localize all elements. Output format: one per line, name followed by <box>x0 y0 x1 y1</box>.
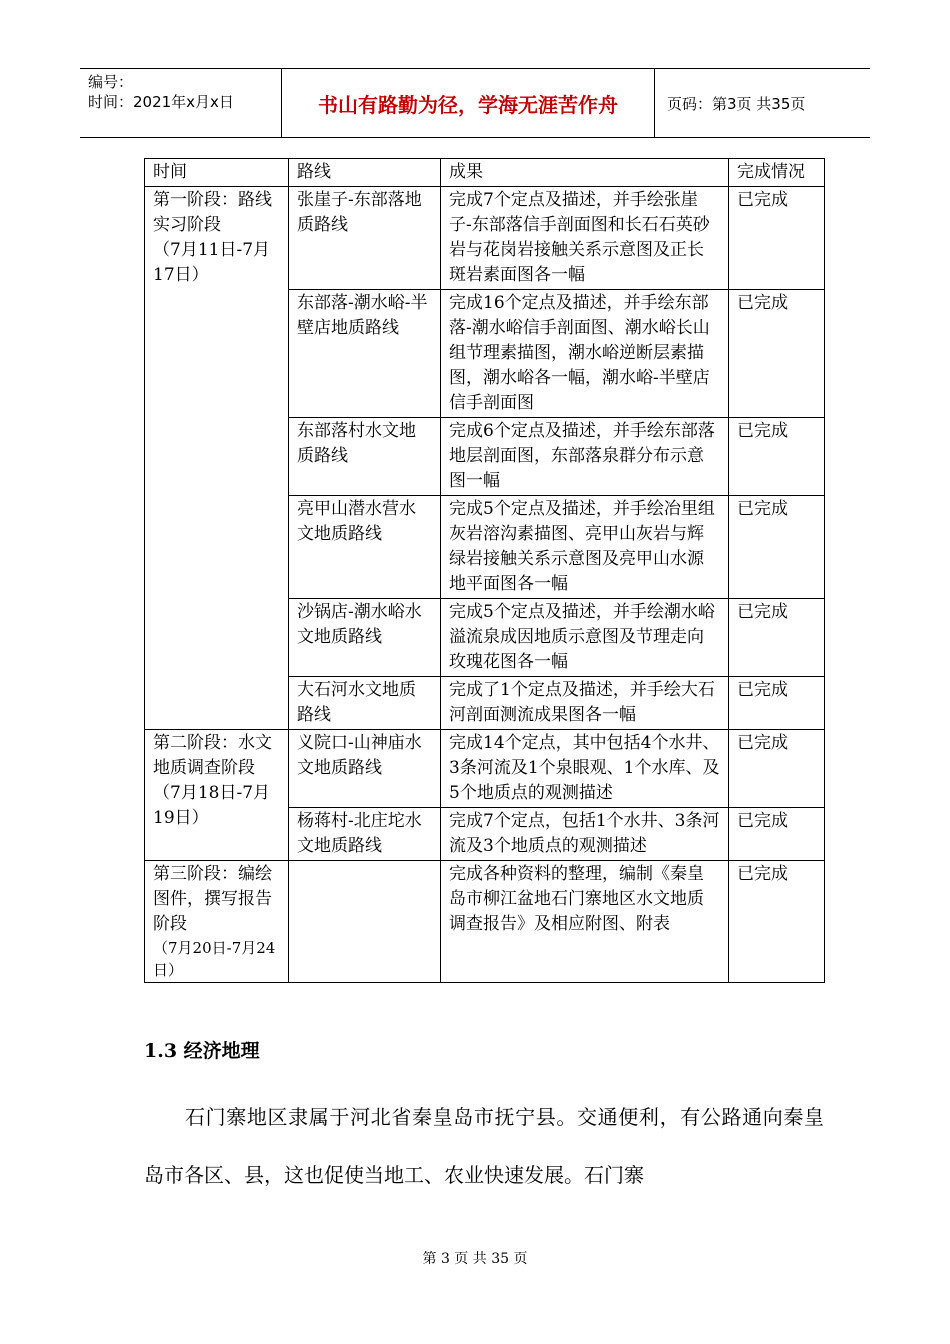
header-meta <box>80 69 282 137</box>
route-cell: 大石河水文地质路线 <box>289 677 441 730</box>
document-number-label: 编号： <box>88 73 134 91</box>
table-row <box>145 861 825 983</box>
page-footer: 第 3 页 共 35 页 <box>422 1251 528 1267</box>
result-cell: 完成6个定点及描述，并手绘东部落地层剖面图，东部落泉群分布示意图一幅 <box>441 418 729 496</box>
page-header <box>80 68 870 138</box>
status-cell: 已完成 <box>729 418 825 496</box>
result-cell: 完成5个定点及描述，并手绘潮水峪溢流泉成因地质示意图及节理走向玫瑰花图各一幅 <box>441 599 729 677</box>
status-cell: 已完成 <box>729 290 825 418</box>
header-motto: 书山有路勤为径，学海无涯苦作舟 <box>282 69 655 137</box>
status-cell: 已完成 <box>729 677 825 730</box>
work-schedule-table <box>144 158 825 983</box>
document-time-label: 时间：2021年x月x日 <box>88 93 234 111</box>
table-row <box>145 187 825 290</box>
status-cell: 已完成 <box>729 187 825 290</box>
result-cell: 完成5个定点及描述，并手绘冶里组灰岩溶沟素描图、亮甲山灰岩与辉绿岩接触关系示意图及亮甲山水源地平面图各一幅 <box>441 496 729 599</box>
status-cell: 已完成 <box>729 730 825 808</box>
stage-date: （7月20日-7月24日） <box>153 939 276 979</box>
route-cell: 张崖子-东部落地质路线 <box>289 187 441 290</box>
result-cell: 完成7个定点及描述，并手绘张崖子-东部落信手剖面图和长石石英砂岩与花岗岩接触关系示意图及正长斑岩素面图各一幅 <box>441 187 729 290</box>
column-header-route: 路线 <box>289 159 441 187</box>
stage-cell <box>145 187 289 730</box>
section-heading: 1.3 经济地理 <box>144 1040 260 1062</box>
route-cell: 东部落-潮水峪-半壁店地质路线 <box>289 290 441 418</box>
stage-cell <box>145 861 289 983</box>
stage-cell <box>145 730 289 861</box>
stage-date: （7月11日-7月17日） <box>153 240 271 285</box>
column-header-result: 成果 <box>441 159 729 187</box>
status-cell: 已完成 <box>729 861 825 983</box>
status-cell: 已完成 <box>729 599 825 677</box>
body-paragraph: 石门寨地区隶属于河北省秦皇岛市抚宁县。交通便利，有公路通向秦皇岛市各区、县，这也促使当地工、农业快速发展。石门寨 <box>144 1105 824 1187</box>
route-cell: 义院口-山神庙水文地质路线 <box>289 730 441 808</box>
route-cell <box>289 861 441 983</box>
table-header-row <box>145 159 825 187</box>
route-cell: 沙锅店-潮水峪水文地质路线 <box>289 599 441 677</box>
stage-title: 第一阶段：路线实习阶段 <box>153 190 272 235</box>
column-header-time: 时间 <box>145 159 289 187</box>
route-cell: 东部落村水文地质路线 <box>289 418 441 496</box>
table-row <box>145 730 825 808</box>
result-cell: 完成14个定点，其中包括4个水井、3条河流及1个泉眼观、1个水库、及5个地质点的观测描述 <box>441 730 729 808</box>
stage-title: 第二阶段：水文地质调查阶段 <box>153 733 272 778</box>
route-cell: 杨蒋村-北庄坨水文地质路线 <box>289 808 441 861</box>
stage-date: （7月18日-7月19日） <box>153 783 271 828</box>
result-cell: 完成各种资料的整理，编制《秦皇岛市柳江盆地石门寨地区水文地质调查报告》及相应附图、附表 <box>441 861 729 983</box>
route-cell: 亮甲山潜水营水文地质路线 <box>289 496 441 599</box>
column-header-status: 完成情况 <box>729 159 825 187</box>
result-cell: 完成7个定点，包括1个水井、3条河流及3个地质点的观测描述 <box>441 808 729 861</box>
header-page-info: 页码：第3页 共35页 <box>667 94 806 113</box>
stage-title: 第三阶段：编绘图件，撰写报告阶段 <box>153 864 272 934</box>
status-cell: 已完成 <box>729 496 825 599</box>
result-cell: 完成16个定点及描述，并手绘东部落-潮水峪信手剖面图、潮水峪长山组节理素描图，潮水峪逆断层素描图，潮水峪各一幅，潮水峪-半壁店信手剖面图 <box>441 290 729 418</box>
result-cell: 完成了1个定点及描述，并手绘大石河剖面测流成果图各一幅 <box>441 677 729 730</box>
status-cell: 已完成 <box>729 808 825 861</box>
